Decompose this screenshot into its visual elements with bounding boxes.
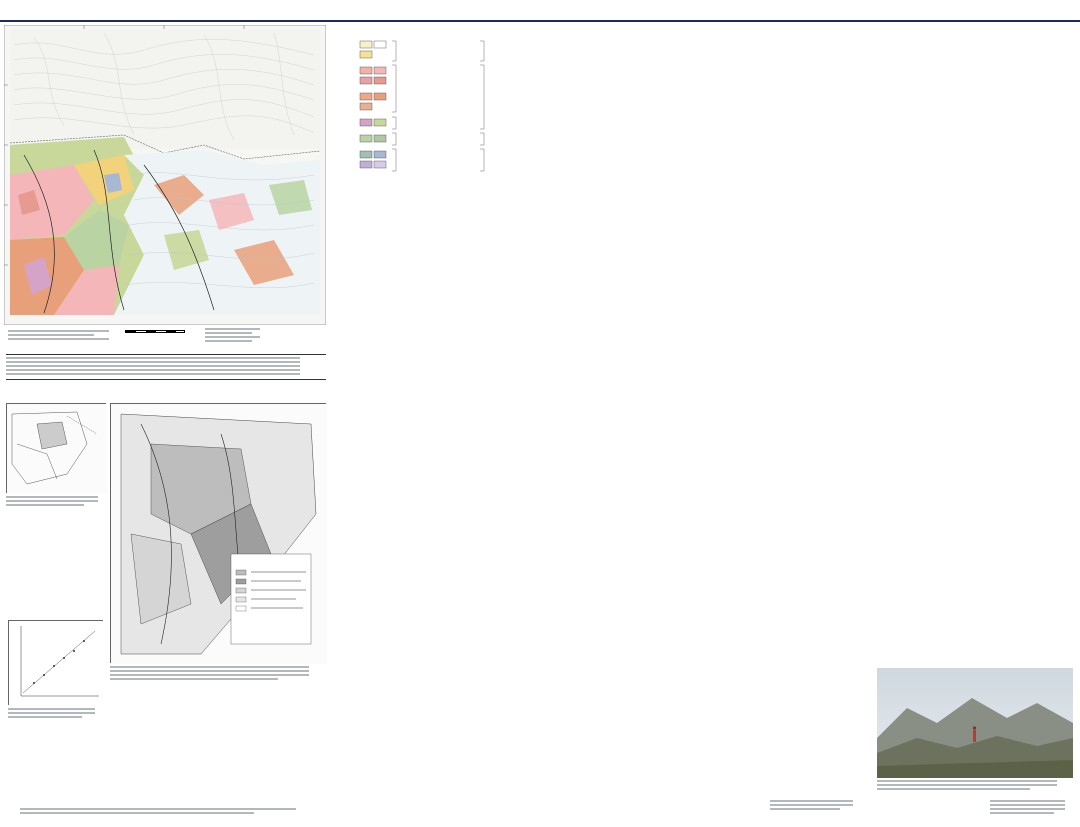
- map-header: [0, 0, 1080, 22]
- description-heading: [340, 186, 535, 196]
- map-credits: [8, 330, 118, 342]
- surficial-heading-wrap: [340, 197, 535, 203]
- figure-2-terrane-map: [110, 403, 326, 663]
- figure-3-plot: [8, 620, 103, 705]
- figure-1-caption: [6, 496, 106, 508]
- footnotes: [20, 808, 320, 816]
- geologic-map[interactable]: [4, 25, 326, 325]
- geologic-summary-heading: [540, 390, 705, 400]
- text-column-3-upper: [540, 25, 705, 245]
- map-drawing: [4, 25, 326, 325]
- map-title-block: [330, 742, 760, 745]
- photo-caption: [877, 780, 1073, 792]
- correlation-chart: [340, 37, 535, 187]
- text-column-4: [710, 25, 875, 740]
- scale-bar: [125, 330, 185, 333]
- geologic-summary-text: [540, 403, 705, 738]
- references-column: [880, 25, 1072, 665]
- text-column-3-units: [540, 248, 705, 388]
- references-heading: [710, 408, 875, 418]
- figure-3-caption: [8, 708, 103, 720]
- publication-notes: [990, 800, 1072, 816]
- correlation-of-map-units: [340, 25, 535, 185]
- figure-1-index-map: [6, 403, 106, 493]
- ordering-info: [770, 800, 860, 812]
- map-compilation-info: [205, 328, 265, 344]
- field-photo: [877, 668, 1073, 778]
- figure-2-caption: [110, 666, 326, 682]
- table-1: [6, 352, 326, 398]
- table-1-body: [6, 354, 326, 380]
